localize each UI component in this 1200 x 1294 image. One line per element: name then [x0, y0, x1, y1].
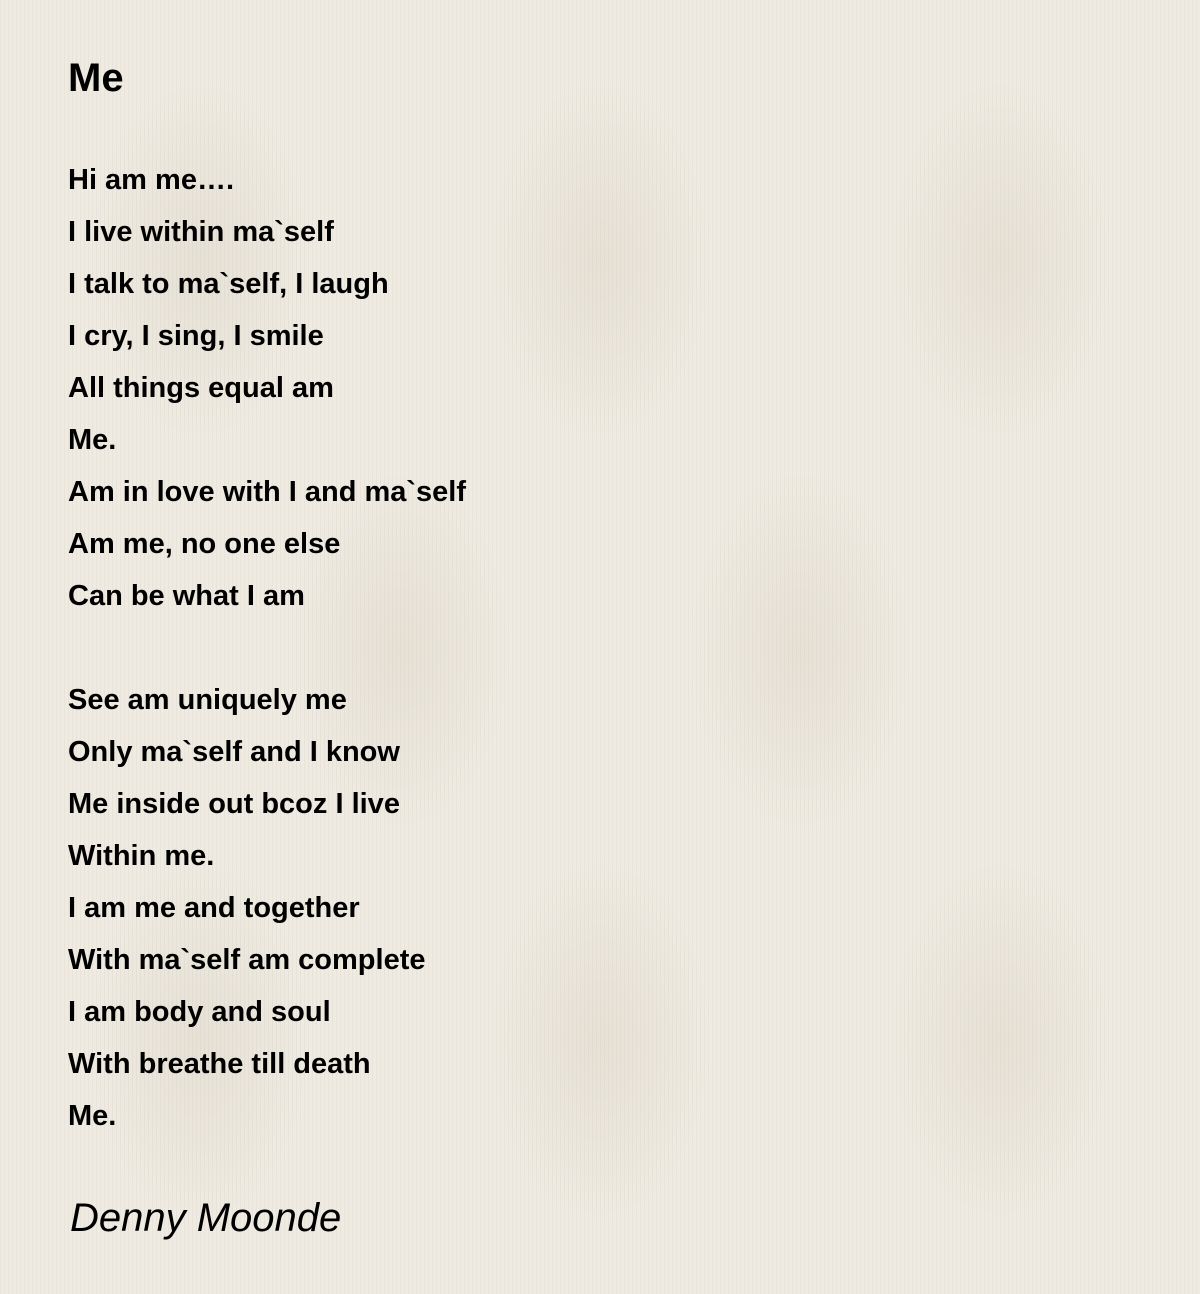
poem-line: Me inside out bcoz I live [68, 788, 400, 820]
poem-line: I talk to ma`self, I laugh [68, 268, 389, 300]
stanza-break [68, 622, 466, 674]
poem-author: Denny Moonde [70, 1196, 342, 1240]
poem-line: With ma`self am complete [68, 944, 426, 976]
poem-line: I cry, I sing, I smile [68, 320, 324, 352]
poem-line: All things equal am [68, 372, 334, 404]
poem-line: Me. [68, 424, 117, 456]
poem-line: Am in love with I and ma`self [68, 476, 467, 508]
poem-line: I am body and soul [68, 996, 331, 1028]
poem-line: I live within ma`self [68, 216, 334, 248]
poem-line: Only ma`self and I know [68, 736, 400, 768]
poem-line: Am me, no one else [68, 528, 341, 560]
poem-body [68, 154, 466, 1142]
poem-line: With breathe till death [68, 1048, 371, 1080]
poem-line: Within me. [68, 840, 215, 872]
poem-line: Me. [68, 1100, 117, 1132]
poem-line: See am uniquely me [68, 684, 347, 716]
poem-line: I am me and together [68, 892, 360, 924]
poem-line: Hi am me…. [68, 164, 234, 196]
poem-line: Can be what I am [68, 580, 305, 612]
poem-title: Me [68, 56, 124, 100]
